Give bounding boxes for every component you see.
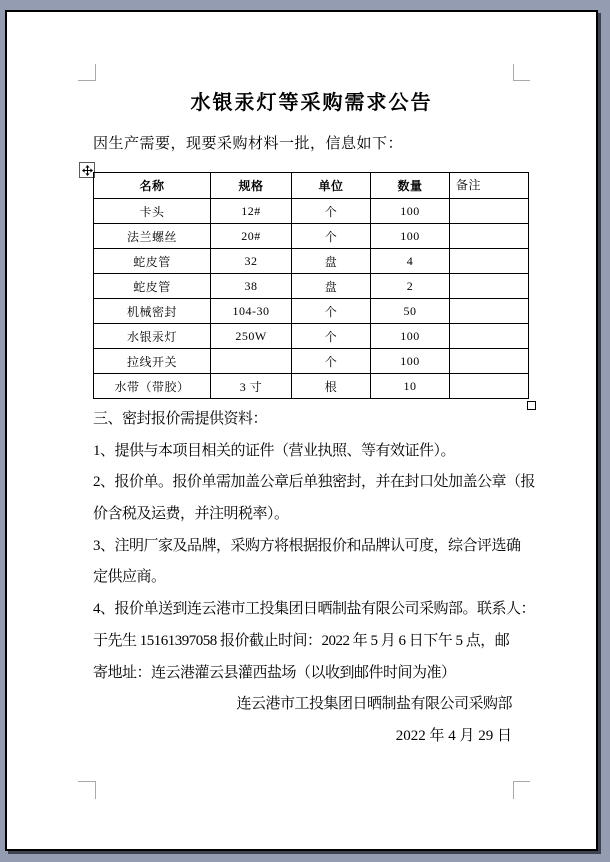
paragraph-line: 三、密封报价需提供资料： xyxy=(93,411,268,427)
table-row xyxy=(94,274,529,299)
table-cell: 盘 xyxy=(292,274,371,299)
table-cell: 蛇皮管 xyxy=(94,274,211,299)
margin-mark-bottom-right xyxy=(513,781,530,799)
table-row xyxy=(94,374,529,399)
paragraph-line: 于先生 15161397058 报价截止时间：2022 年 5 月 6 日下午 5 点，邮 xyxy=(93,632,510,649)
table-cell: 2 xyxy=(371,274,450,299)
table-cell: 法兰螺丝 xyxy=(94,224,211,249)
table-row xyxy=(94,299,529,324)
table-cell xyxy=(450,299,529,324)
table-cell: 个 xyxy=(292,324,371,349)
body-paragraphs xyxy=(93,404,543,689)
table-header-cell: 数量 xyxy=(371,173,450,199)
table-cell: 蛇皮管 xyxy=(94,249,211,274)
table-header-row xyxy=(94,173,529,199)
move-icon xyxy=(82,165,93,176)
table-row xyxy=(94,224,529,249)
table-cell: 100 xyxy=(371,349,450,374)
margin-mark-top-right xyxy=(513,64,530,81)
table-cell: 个 xyxy=(292,224,371,249)
table-cell: 水银汞灯 xyxy=(94,324,211,349)
table-cell: 100 xyxy=(371,199,450,224)
table-row xyxy=(94,324,529,349)
table-header-cell: 备注 xyxy=(450,173,529,199)
table-cell: 4 xyxy=(371,249,450,274)
items-table-body xyxy=(94,199,529,399)
table-cell xyxy=(450,199,529,224)
table-cell xyxy=(450,249,529,274)
table-cell: 水带（带胶） xyxy=(94,374,211,399)
signature-line: 连云港市工投集团日晒制盐有限公司采购部 xyxy=(236,696,512,712)
table-cell xyxy=(450,349,529,374)
table-cell: 3 寸 xyxy=(211,374,292,399)
table-cell: 100 xyxy=(371,224,450,249)
document-title: 水银汞灯等采购需求公告 xyxy=(190,92,433,114)
table-cell: 104-30 xyxy=(211,299,292,324)
paragraph-line: 3、注明厂家及品牌，采购方将根据报价和品牌认可度，综合评选确 xyxy=(93,537,521,554)
table-cell xyxy=(450,224,529,249)
paragraph-line: 4、报价单送到连云港市工投集团日晒制盐有限公司采购部。联系人： xyxy=(93,601,536,618)
table-header-cell: 名称 xyxy=(94,173,211,199)
table-cell: 卡头 xyxy=(94,199,211,224)
items-table xyxy=(93,172,529,399)
table-cell: 根 xyxy=(292,374,371,399)
table-cell xyxy=(450,324,529,349)
table-cell: 机械密封 xyxy=(94,299,211,324)
paragraph-line: 2、报价单。报价单需加盖公章后单独密封，并在封口处加盖公章（报 xyxy=(93,474,536,491)
table-row xyxy=(94,199,529,224)
table-cell xyxy=(450,274,529,299)
table-row xyxy=(94,349,529,374)
intro-paragraph: 因生产需要，现要采购材料一批，信息如下： xyxy=(93,136,404,152)
margin-mark-bottom-left xyxy=(78,781,96,799)
table-cell: 12# xyxy=(211,199,292,224)
table-cell: 个 xyxy=(292,199,371,224)
paragraph-line: 价含税及运费，并注明税率）。 xyxy=(93,506,289,523)
table-cell: 250W xyxy=(211,324,292,349)
table-cell: 100 xyxy=(371,324,450,349)
date-line: 2022 年 4 月 29 日 xyxy=(395,728,512,744)
table-cell: 38 xyxy=(211,274,292,299)
table-cell: 10 xyxy=(371,374,450,399)
margin-mark-top-left xyxy=(78,64,96,81)
paragraph-line: 1、提供与本项目相关的证件（营业执照、等有效证件）。 xyxy=(93,442,456,459)
table-header-cell: 单位 xyxy=(292,173,371,199)
document-page xyxy=(5,10,598,851)
table-header-cell: 规格 xyxy=(211,173,292,199)
table-cell xyxy=(211,349,292,374)
table-row xyxy=(94,249,529,274)
table-cell: 个 xyxy=(292,299,371,324)
paragraph-line: 寄地址：连云港灌云县灌西盐场（以收到邮件时间为准） xyxy=(93,664,456,681)
table-cell: 盘 xyxy=(292,249,371,274)
table-cell xyxy=(450,374,529,399)
table-cell: 50 xyxy=(371,299,450,324)
table-cell: 个 xyxy=(292,349,371,374)
table-cell: 20# xyxy=(211,224,292,249)
table-cell: 拉线开关 xyxy=(94,349,211,374)
table-cell: 32 xyxy=(211,249,292,274)
paragraph-line: 定供应商。 xyxy=(93,569,166,586)
